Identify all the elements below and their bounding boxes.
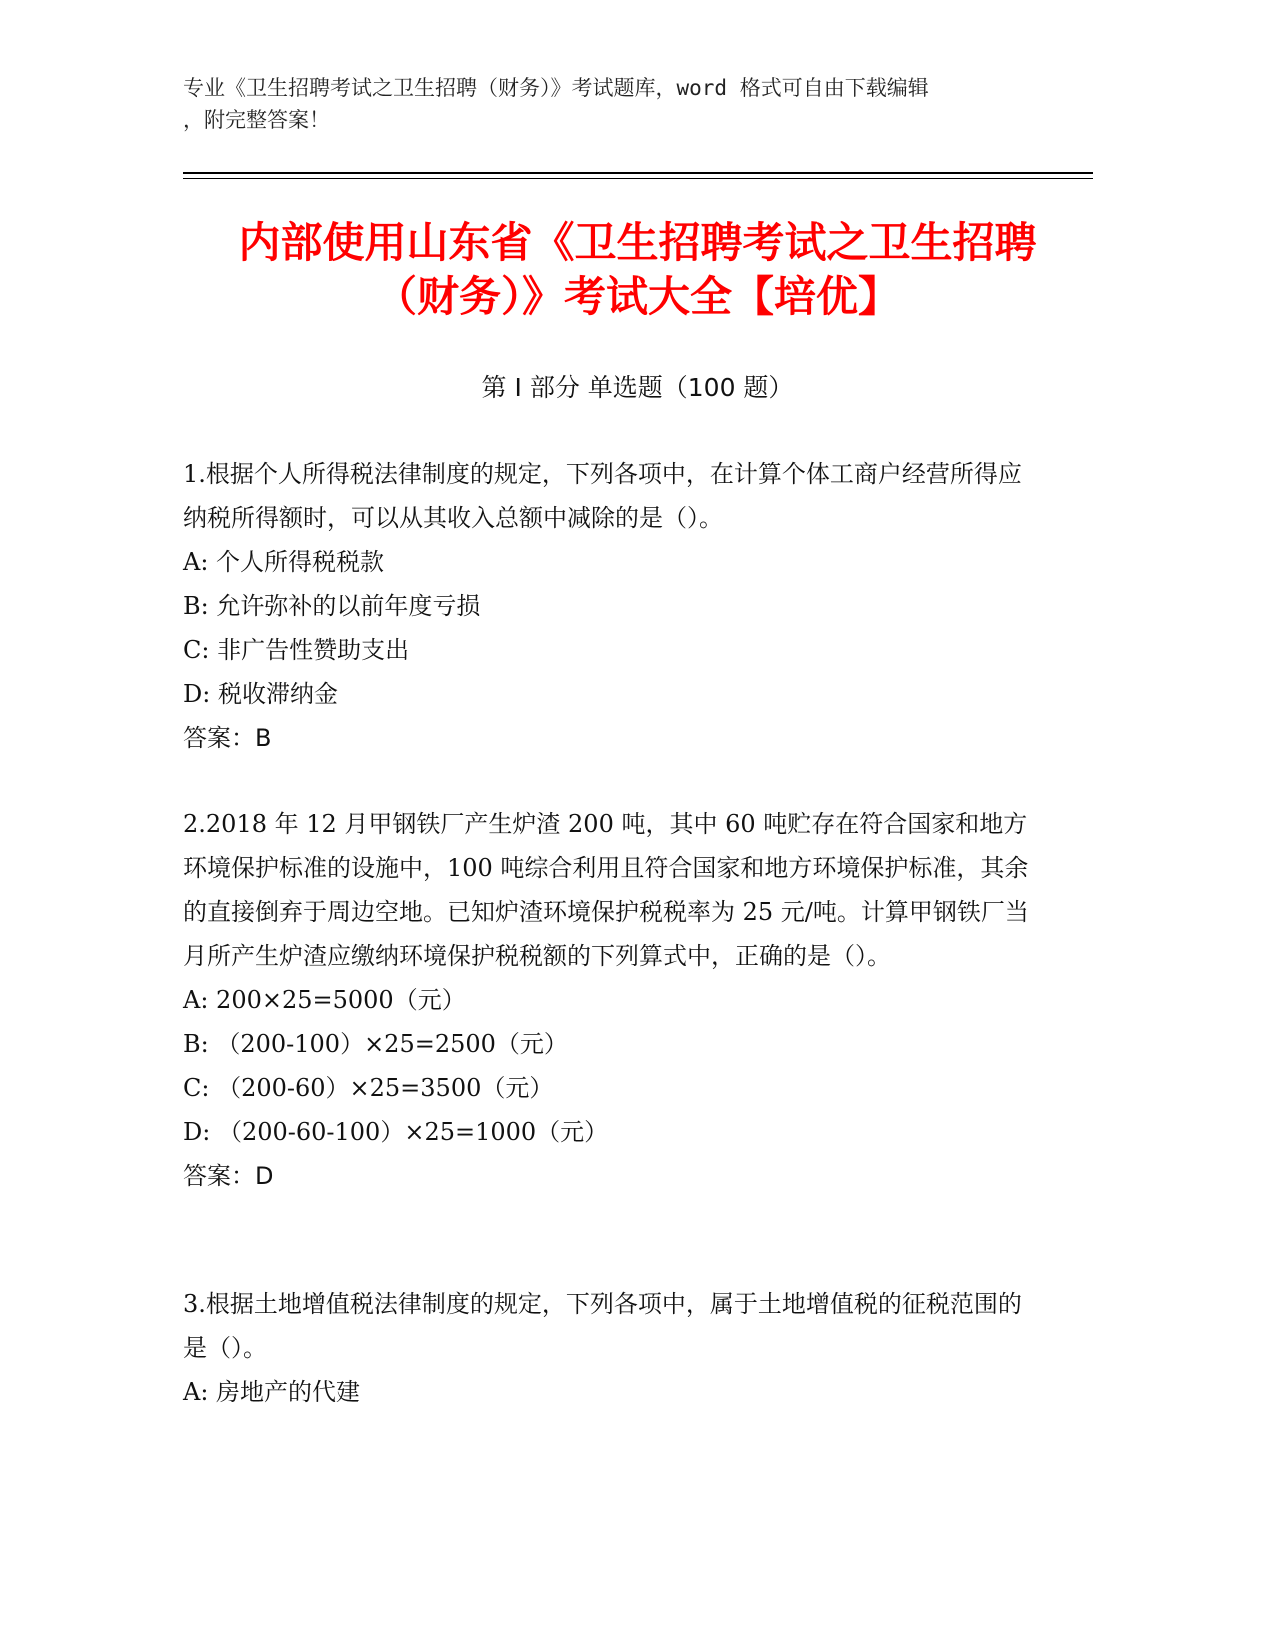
question-2 bbox=[183, 802, 1043, 1198]
document-title-line1: 内部使用山东省《卫生招聘考试之卫生招聘 bbox=[238, 218, 1037, 267]
option-d: D: （200-60-100）×25=1000（元） bbox=[183, 1118, 609, 1146]
question-3 bbox=[183, 1282, 1043, 1414]
section-heading: 第 I 部分 单选题（100 题） bbox=[481, 373, 794, 402]
option-d: D: 税收滞纳金 bbox=[183, 680, 338, 708]
option-b: B: 允许弥补的以前年度亏损 bbox=[183, 592, 481, 620]
option-c: C: （200-60）×25=3500（元） bbox=[183, 1074, 554, 1102]
option-a: A: 200×25=5000（元） bbox=[183, 986, 466, 1014]
document-title-line2: （财务）》考试大全【培优】 bbox=[374, 272, 900, 321]
question-1 bbox=[183, 452, 1043, 760]
option-b: B: （200-100）×25=2500（元） bbox=[183, 1030, 568, 1058]
document-title bbox=[150, 216, 1125, 324]
header-note-line1: 专业《卫生招聘考试之卫生招聘（财务）》考试题库，word 格式可自由下载编辑 bbox=[183, 76, 929, 100]
question-stem: 1.根据个人所得税法律制度的规定，下列各项中，在计算个体工商户经营所得应纳税所得额时，可以从其收入总额中减除的是（）。 bbox=[183, 460, 1022, 532]
header-note bbox=[183, 72, 1043, 136]
option-c: C: 非广告性赞助支出 bbox=[183, 636, 410, 664]
header-divider-thin bbox=[183, 178, 1093, 179]
option-a: A: 房地产的代建 bbox=[183, 1378, 361, 1406]
question-stem: 2.2018 年 12 月甲钢铁厂产生炉渣 200 吨，其中 60 吨贮存在符合国家和地方环境保护标准的设施中，100 吨综合利用且符合国家和地方环境保护标准，其余的直接倒弃于周边空地。已知炉渣环境保护税税率为 25 元/吨。计算甲钢铁厂当月所产生炉渣应缴纳环境保护税税额的下列算式中，正确的是（）。 bbox=[183, 810, 1029, 970]
option-a: A: 个人所得税税款 bbox=[183, 548, 385, 576]
answer-line: 答案：B bbox=[183, 724, 272, 752]
question-stem: 3.根据土地增值税法律制度的规定，下列各项中，属于土地增值税的征税范围的是（）。 bbox=[183, 1290, 1022, 1362]
header-note-line2: ，附完整答案！ bbox=[183, 108, 330, 132]
answer-line: 答案：D bbox=[183, 1162, 274, 1190]
header-divider-thick bbox=[183, 172, 1093, 174]
